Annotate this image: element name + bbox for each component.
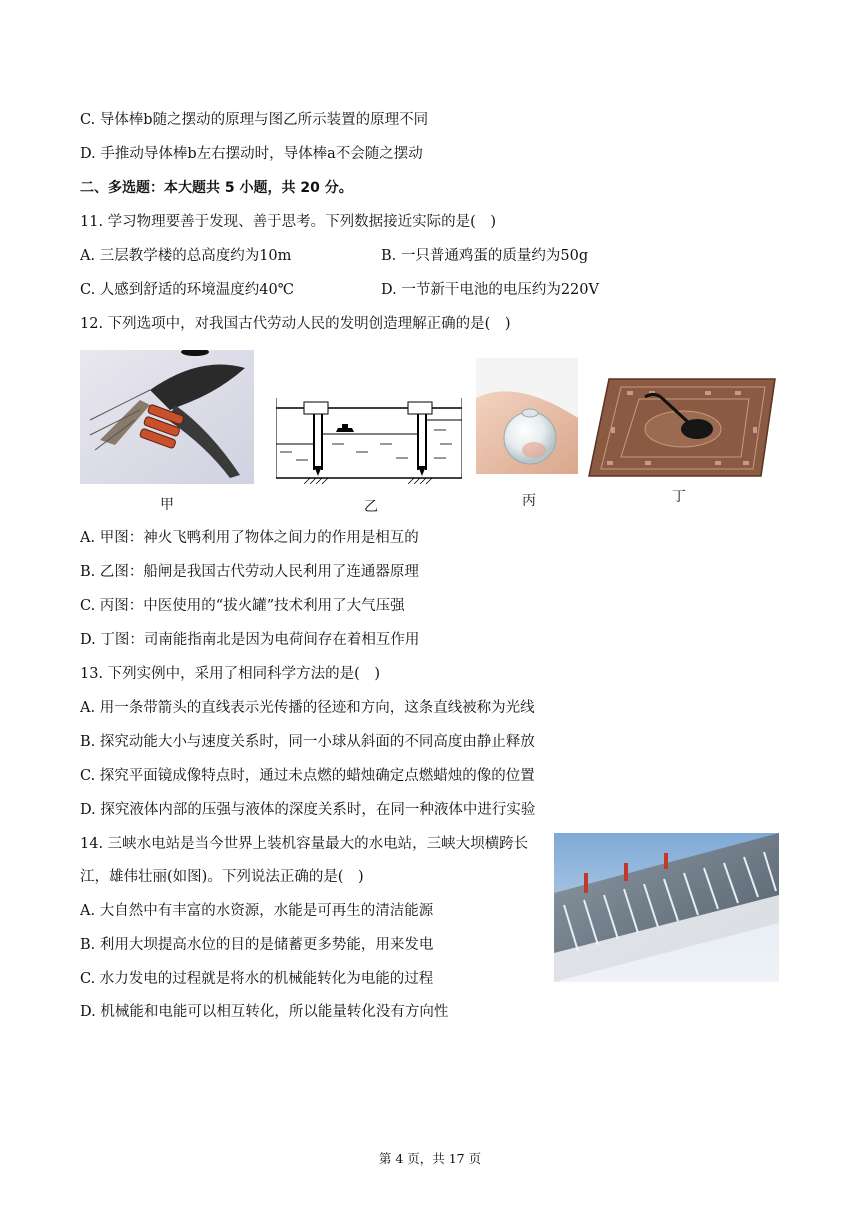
q14-option-c: C. 水力发电的过程就是将水的机械能转化为电能的过程	[80, 971, 434, 987]
q13-option-c: C. 探究平面镜成像特点时，通过未点燃的蜡烛确定点燃蜡烛的像的位置	[80, 768, 535, 784]
figure-bing-caption: 丙	[522, 493, 536, 509]
q14-option-d: D. 机械能和电能可以相互转化，所以能量转化没有方向性	[80, 1004, 449, 1020]
page-footer: 第 4 页，共 17 页	[378, 1151, 482, 1166]
q13-option-d: D. 探究液体内部的压强与液体的深度关系时，在同一种液体中进行实验	[80, 802, 536, 818]
figure-jia-fire-duck	[80, 350, 254, 484]
q11-option-b: B. 一只普通鸡蛋的质量约为50g	[381, 248, 589, 264]
q13-option-b: B. 探究动能大小与速度关系时，同一小球从斜面的不同高度由静止释放	[80, 734, 535, 750]
figure-three-gorges-dam	[554, 833, 779, 982]
q11-option-a: A. 三层教学楼的总高度约为10m	[80, 248, 292, 264]
q13-stem: 13. 下列实例中，采用了相同科学方法的是( )	[80, 666, 380, 682]
q12-option-b: B. 乙图：船闸是我国古代劳动人民利用了连通器原理	[80, 564, 419, 580]
q10-option-d: D. 手推动导体棒b左右摆动时，导体棒a不会随之摆动	[80, 146, 423, 162]
q14-option-b: B. 利用大坝提高水位的目的是储蓄更多势能，用来发电	[80, 937, 434, 953]
q10-option-c: C. 导体棒b随之摆动的原理与图乙所示装置的原理不同	[80, 112, 429, 128]
q11-stem: 11. 学习物理要善于发现、善于思考。下列数据接近实际的是( )	[80, 214, 496, 230]
q12-option-c: C. 丙图：中医使用的“拔火罐”技术利用了大气压强	[80, 598, 405, 614]
q14-stem-line1: 14. 三峡水电站是当今世界上装机容量最大的水电站，三峡大坝横跨长	[80, 836, 529, 852]
figure-yi-ship-lock	[276, 398, 462, 484]
q14-stem-line2: 江，雄伟壮丽(如图)。下列说法正确的是( )	[80, 869, 364, 885]
figure-ding-sinan-compass	[585, 377, 779, 478]
q11-option-c: C. 人感到舒适的环境温度约40℃	[80, 282, 294, 298]
q11-option-d: D. 一节新干电池的电压约为220V	[381, 282, 599, 298]
q13-option-a: A. 用一条带箭头的直线表示光传播的径迹和方向，这条直线被称为光线	[80, 700, 535, 716]
section-heading-multiple-choice: 二、多选题：本大题共 5 小题，共 20 分。	[80, 180, 353, 196]
q12-option-a: A. 甲图：神火飞鸭利用了物体之间力的作用是相互的	[80, 530, 419, 546]
q12-stem: 12. 下列选项中，对我国古代劳动人民的发明创造理解正确的是( )	[80, 316, 511, 332]
figure-bing-cupping-jar	[476, 358, 578, 474]
figure-jia-caption: 甲	[160, 497, 174, 513]
q14-option-a: A. 大自然中有丰富的水资源，水能是可再生的清洁能源	[80, 903, 434, 919]
figure-ding-caption: 丁	[672, 489, 686, 505]
figure-yi-caption: 乙	[364, 499, 378, 515]
q12-option-d: D. 丁图：司南能指南北是因为电荷间存在着相互作用	[80, 632, 420, 648]
